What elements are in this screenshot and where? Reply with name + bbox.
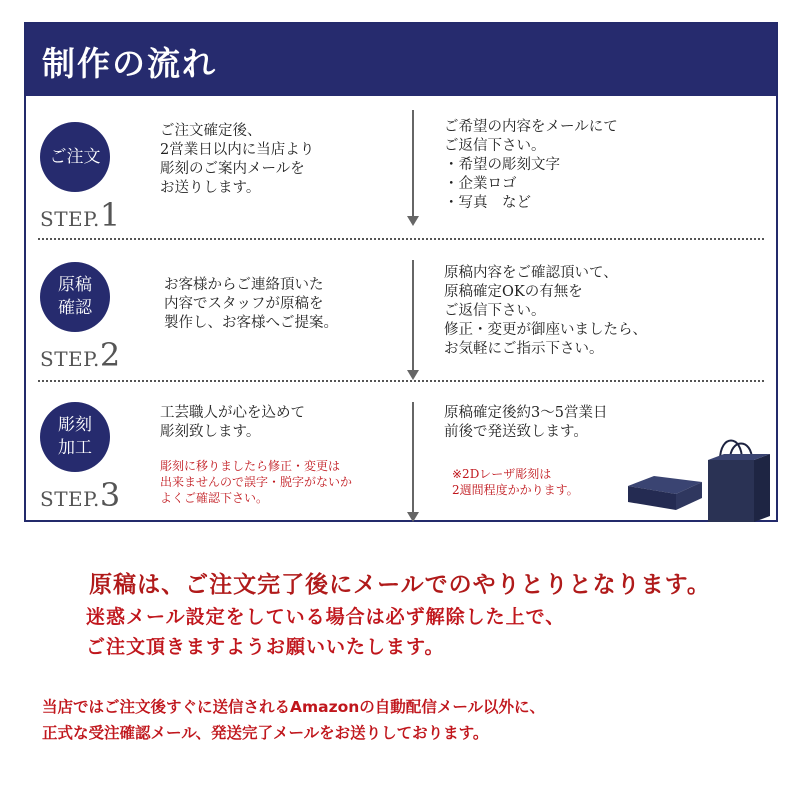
header-bar [26, 24, 776, 96]
badge-text: 加工 [58, 438, 92, 458]
step-3-description: 工芸職人が心を込めて 彫刻致します。 [160, 405, 305, 440]
flow-line [412, 260, 414, 372]
badge-text: ご注文 [49, 146, 101, 167]
step-3-shipping: 原稿確定後約3～5営業日 前後で発送致します。 [444, 405, 608, 440]
step-3-warning: 彫刻に移りましたら修正・変更は 出来ませんので誤字・脱字がないか よくご確認下さい。 [160, 459, 353, 505]
step-number: 1 [99, 196, 121, 234]
step-3-badge [40, 402, 110, 472]
step-prefix: STEP. [40, 487, 100, 511]
step-1-badge [40, 122, 110, 192]
arrow-down-icon [407, 512, 419, 522]
arrow-down-icon [407, 370, 419, 380]
badge-text: 原稿 [58, 275, 92, 295]
step-1-customer-action: ご希望の内容をメールにて ご返信下さい。 ・希望の彫刻文字 ・企業ロゴ ・写真 など [444, 119, 618, 211]
step-3-label [40, 476, 121, 514]
step-3-laser-note: ※2Dレーザ彫刻は 2週間程度かかります。 [452, 467, 579, 497]
page-title: 制作の流れ [42, 44, 217, 83]
flow-line [412, 402, 414, 514]
production-flow-panel [24, 22, 778, 522]
arrow-down-icon [407, 216, 419, 226]
step-2-label [40, 336, 121, 374]
step-3 [26, 388, 776, 522]
notice-main: 原稿は、ご注文完了後にメールでのやりとりとなります。 [89, 572, 711, 598]
notice-sub: 迷惑メール設定をしている場合は必ず解除した上で、 ご注文頂きますようお願いいたします。 [86, 606, 566, 658]
step-prefix: STEP. [40, 347, 100, 371]
badge-text: 彫刻 [58, 415, 92, 435]
divider [38, 380, 764, 382]
step-number: 2 [99, 336, 121, 374]
badge-text: 確認 [58, 298, 92, 318]
divider [38, 238, 764, 240]
step-2-badge [40, 262, 110, 332]
step-prefix: STEP. [40, 207, 100, 231]
step-1-label [40, 196, 121, 234]
flow-line [412, 110, 414, 218]
shopping-bag-icon [702, 430, 774, 524]
step-2 [26, 246, 776, 386]
gift-box-icon [624, 472, 706, 514]
step-2-customer-action: 原稿内容をご確認頂いて、 原稿確定OKの有無を ご返信下さい。 修正・変更が御座いましたら、 お気軽にご指示下さい。 [444, 265, 647, 357]
step-1 [26, 96, 776, 246]
step-number: 3 [99, 476, 121, 514]
step-2-description: お客様からご連絡頂いた 内容でスタッフが原稿を 製作し、お客様へご提案。 [164, 277, 338, 331]
notice-footer: 当店ではご注文後すぐに送信されるAmazonの自動配信メール以外に、 正式な受注確認メール、発送完了メールをお送りしております。 [42, 698, 546, 742]
step-1-description: ご注文確定後、 2営業日以内に当店より 彫刻のご案内メールを お送りします。 [160, 123, 315, 196]
